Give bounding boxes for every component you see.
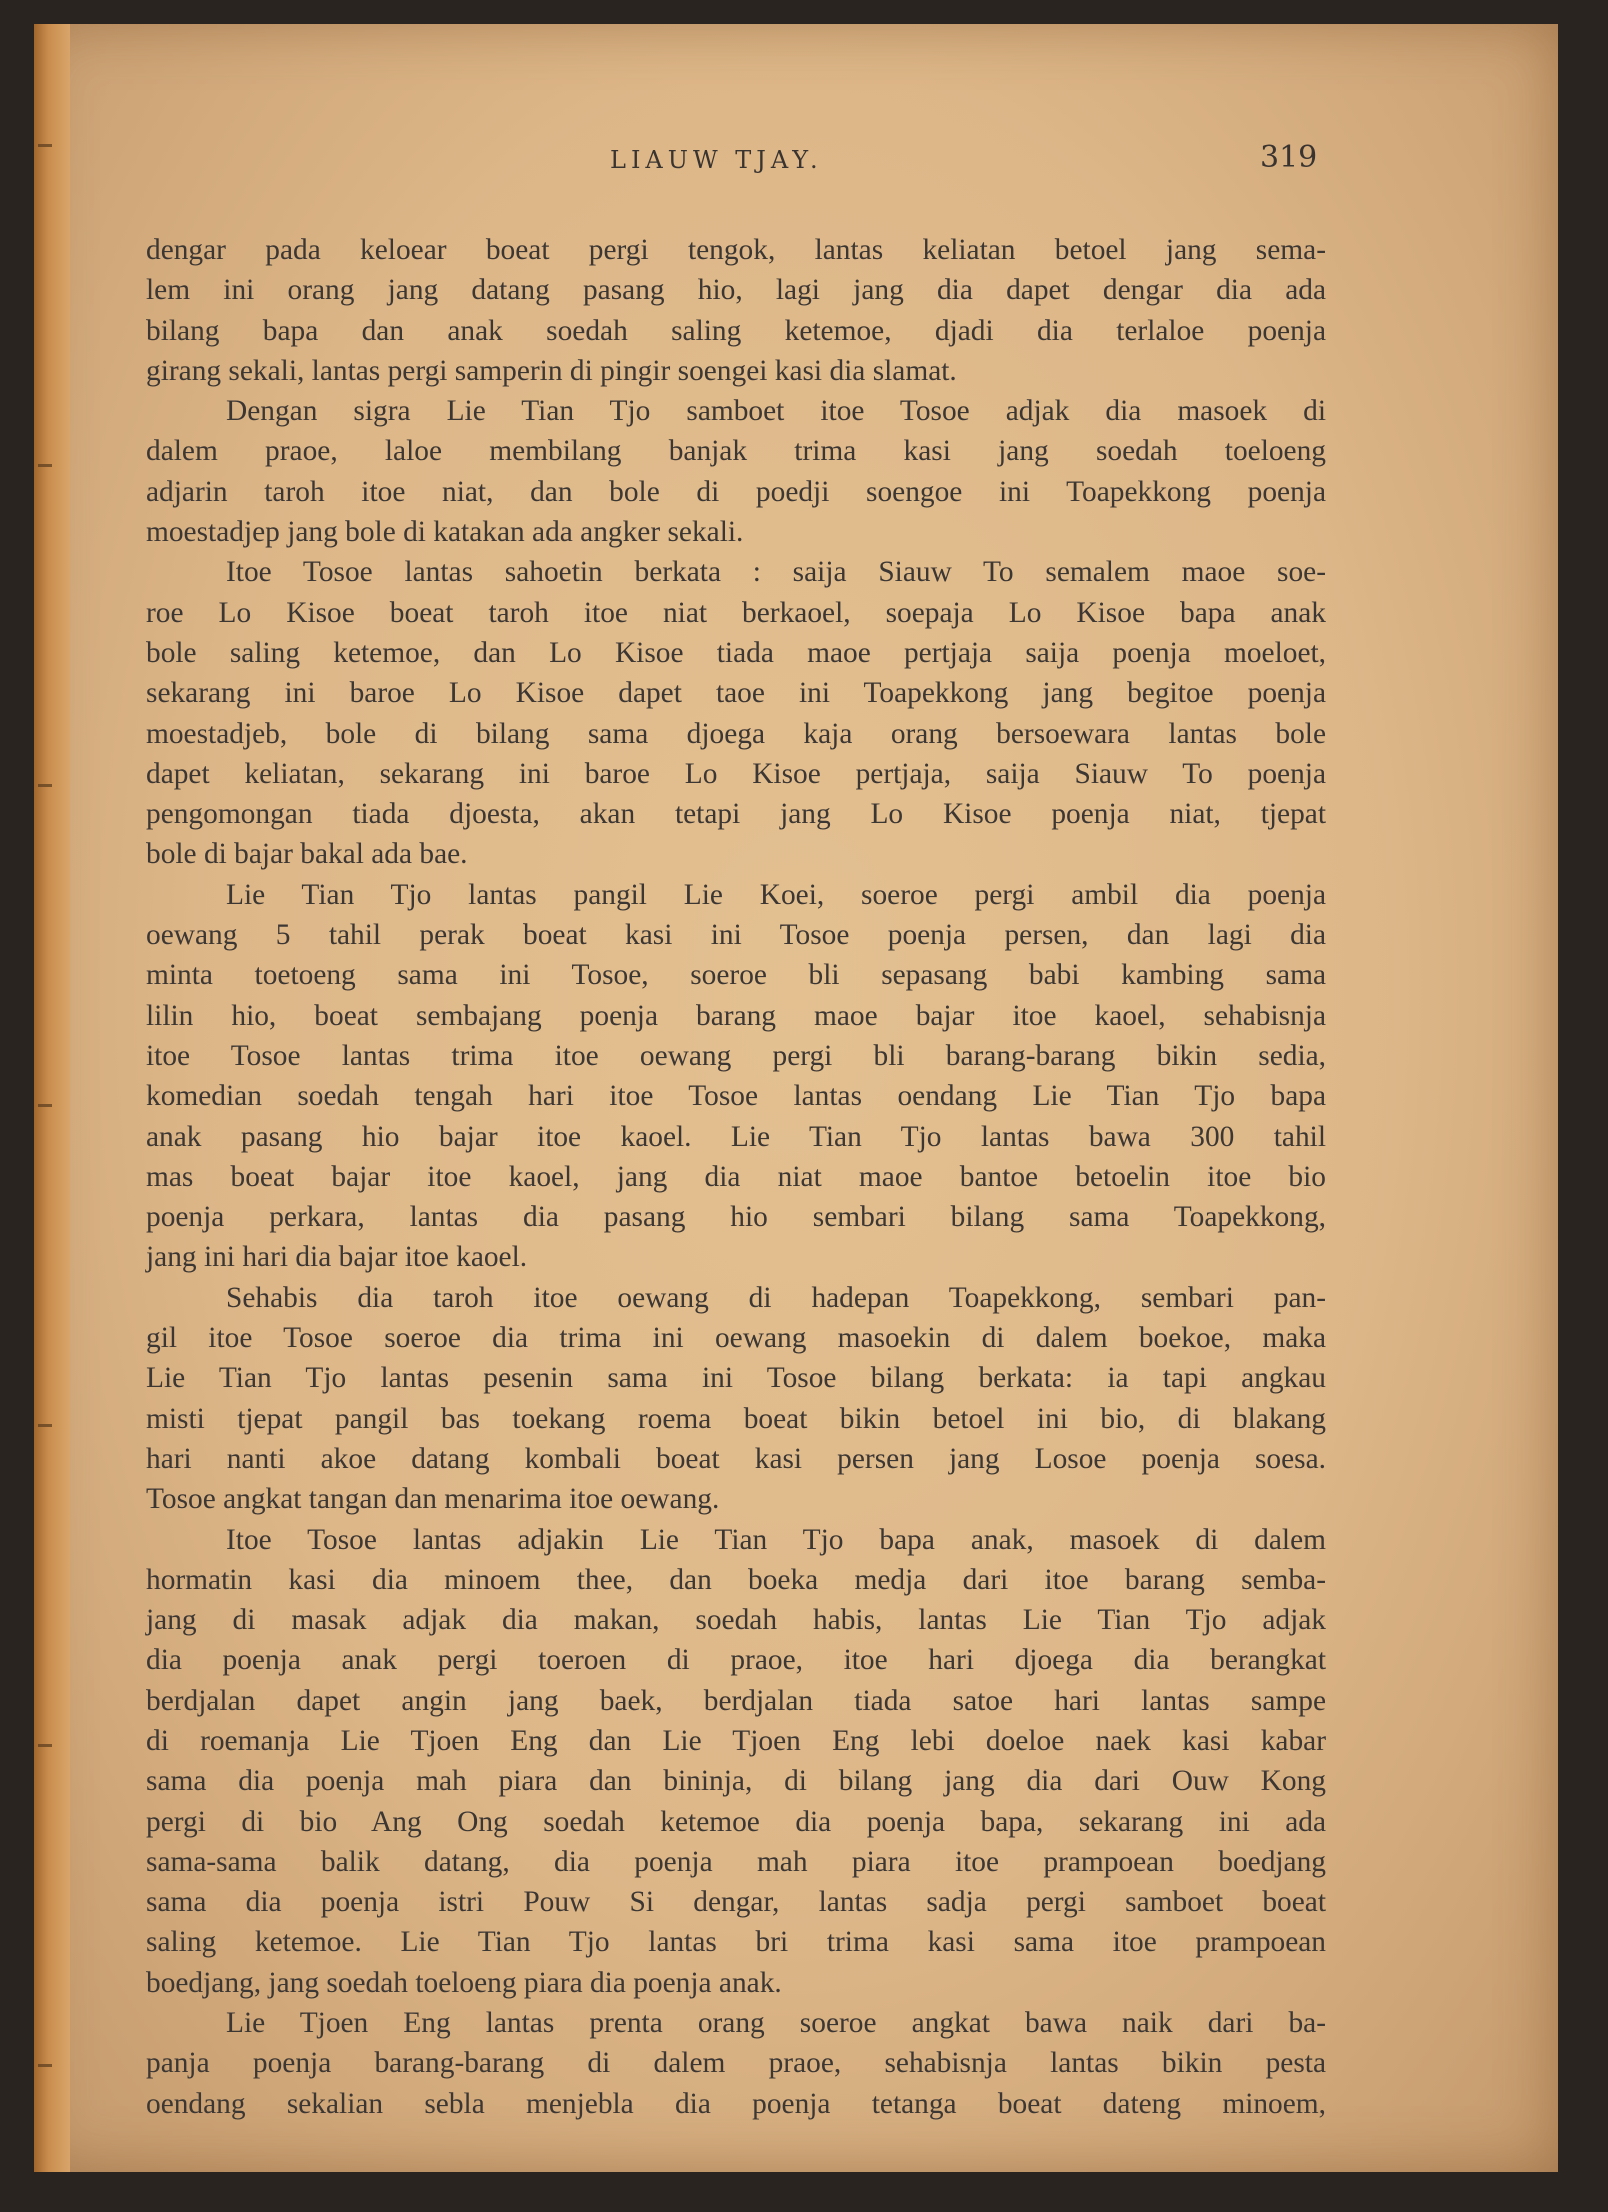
spine-mark xyxy=(38,144,52,147)
body-text xyxy=(146,230,1326,2124)
text-line: minta toetoeng sama ini Tosoe, soeroe bli sepasang babi kambing sama xyxy=(146,959,1326,992)
spine-mark xyxy=(38,784,52,787)
text-line: dengar pada keloear boeat pergi tengok, lantas keliatan betoel jang sema- xyxy=(146,234,1326,266)
spine-mark xyxy=(38,1104,52,1107)
text-line: Tosoe angkat tangan dan menarima itoe oewang. xyxy=(146,1483,720,1516)
text-line: dalem praoe, laloe membilang banjak trima kasi jang soedah toeloeng xyxy=(146,435,1326,468)
book-page xyxy=(34,24,1558,2172)
text-line: bilang bapa dan anak soedah saling ketemoe, djadi dia terlaloe poenja xyxy=(146,314,1326,347)
text-line: Sehabis dia taroh itoe oewang di hadepan Toapekkong, sembari pan- xyxy=(226,1281,1326,1314)
text-line: oendang sekalian sebla menjebla dia poenja tetanga boeat dateng minoem, xyxy=(146,2087,1326,2120)
text-line: hari nanti akoe datang kombali boeat kasi persen jang Losoe poenja soesa. xyxy=(146,1442,1326,1475)
text-line: oewang 5 tahil perak boeat kasi ini Tosoe poenja persen, dan lagi dia xyxy=(146,919,1326,952)
text-line: berdjalan dapet angin jang baek, berdjalan tiada satoe hari lantas sampe xyxy=(146,1684,1326,1717)
text-line: gil itoe Tosoe soeroe dia trima ini oewang masoekin di dalem boekoe, maka xyxy=(146,1322,1326,1355)
spine-mark xyxy=(38,464,52,467)
text-line: boedjang, jang soedah toeloeng piara dia poenja anak. xyxy=(146,1966,782,1999)
text-line: lilin hio, boeat sembajang poenja barang maoe bajar itoe kaoel, sehabisnja xyxy=(146,999,1326,1032)
text-line: Itoe Tosoe lantas sahoetin berkata : saija Siauw To semalem maoe soe- xyxy=(226,556,1326,589)
text-line: sama dia poenja mah piara dan bininja, di bilang jang dia dari Ouw Kong xyxy=(146,1765,1326,1798)
text-line: sama-sama balik datang, dia poenja mah piara itoe prampoean boedjang xyxy=(146,1845,1326,1878)
text-line: komedian soedah tengah hari itoe Tosoe lantas oendang Lie Tian Tjo bapa xyxy=(146,1080,1326,1113)
text-line: Lie Tian Tjo lantas pesenin sama ini Tosoe bilang berkata: ia tapi angkau xyxy=(146,1362,1326,1395)
text-line: di roemanja Lie Tjoen Eng dan Lie Tjoen Eng lebi doeloe naek kasi kabar xyxy=(146,1724,1326,1757)
text-line: lem ini orang jang datang pasang hio, lagi jang dia dapet dengar dia ada xyxy=(146,274,1326,307)
running-title: LIAUW TJAY. xyxy=(610,146,823,174)
text-line: girang sekali, lantas pergi samperin di pingir soengei kasi dia slamat. xyxy=(146,354,957,387)
text-line: dapet keliatan, sekarang ini baroe Lo Kisoe pertjaja, saija Siauw To poenja xyxy=(146,757,1326,790)
text-line: moestadjeb, bole di bilang sama djoega kaja orang bersoewara lantas bole xyxy=(146,717,1326,750)
page-number: 319 xyxy=(1260,140,1318,175)
book-spine xyxy=(34,24,70,2172)
text-line: anak pasang hio bajar itoe kaoel. Lie Tian Tjo lantas bawa 300 tahil xyxy=(146,1120,1326,1153)
text-line: mas boeat bajar itoe kaoel, jang dia niat maoe bantoe betoelin itoe bio xyxy=(146,1160,1326,1193)
text-line: misti tjepat pangil bas toekang roema boeat bikin betoel ini bio, di blakang xyxy=(146,1402,1326,1435)
page-header xyxy=(70,124,1518,174)
text-line: Dengan sigra Lie Tian Tjo samboet itoe Tosoe adjak dia masoek di xyxy=(226,395,1326,428)
text-line: itoe Tosoe lantas trima itoe oewang pergi bli barang-barang bikin sedia, xyxy=(146,1039,1326,1072)
text-line: poenja perkara, lantas dia pasang hio sembari bilang sama Toapekkong, xyxy=(146,1201,1326,1234)
spine-mark xyxy=(38,2064,52,2067)
text-line: jang di masak adjak dia makan, soedah habis, lantas Lie Tian Tjo adjak xyxy=(146,1604,1326,1637)
text-line: adjarin taroh itoe niat, dan bole di poedji soengoe ini Toapekkong poenja xyxy=(146,475,1326,508)
text-line: saling ketemoe. Lie Tian Tjo lantas bri trima kasi sama itoe prampoean xyxy=(146,1926,1326,1959)
text-line: dia poenja anak pergi toeroen di praoe, itoe hari djoega dia berangkat xyxy=(146,1644,1326,1677)
text-line: pergi di bio Ang Ong soedah ketemoe dia poenja bapa, sekarang ini ada xyxy=(146,1805,1326,1838)
spine-mark xyxy=(38,1744,52,1747)
text-line: Lie Tjoen Eng lantas prenta orang soeroe angkat bawa naik dari ba- xyxy=(226,2007,1326,2040)
text-line: jang ini hari dia bajar itoe kaoel. xyxy=(146,1241,528,1274)
text-line: panja poenja barang-barang di dalem praoe, sehabisnja lantas bikin pesta xyxy=(146,2047,1326,2080)
text-line: bole saling ketemoe, dan Lo Kisoe tiada maoe pertjaja saija poenja moeloet, xyxy=(146,636,1326,669)
text-line: roe Lo Kisoe boeat taroh itoe niat berkaoel, soepaja Lo Kisoe bapa anak xyxy=(146,596,1326,629)
text-line: sekarang ini baroe Lo Kisoe dapet taoe ini Toapekkong jang begitoe poenja xyxy=(146,677,1326,710)
text-line: pengomongan tiada djoesta, akan tetapi jang Lo Kisoe poenja niat, tjepat xyxy=(146,798,1326,831)
text-line: hormatin kasi dia minoem thee, dan boeka medja dari itoe barang semba- xyxy=(146,1563,1326,1596)
text-line: sama dia poenja istri Pouw Si dengar, lantas sadja pergi samboet boeat xyxy=(146,1886,1326,1919)
text-line: Itoe Tosoe lantas adjakin Lie Tian Tjo bapa anak, masoek di dalem xyxy=(226,1523,1326,1556)
text-line: moestadjep jang bole di katakan ada angker sekali. xyxy=(146,516,744,549)
spine-mark xyxy=(38,1424,52,1427)
text-line: Lie Tian Tjo lantas pangil Lie Koei, soeroe pergi ambil dia poenja xyxy=(226,878,1326,911)
text-line: bole di bajar bakal ada bae. xyxy=(146,838,468,871)
